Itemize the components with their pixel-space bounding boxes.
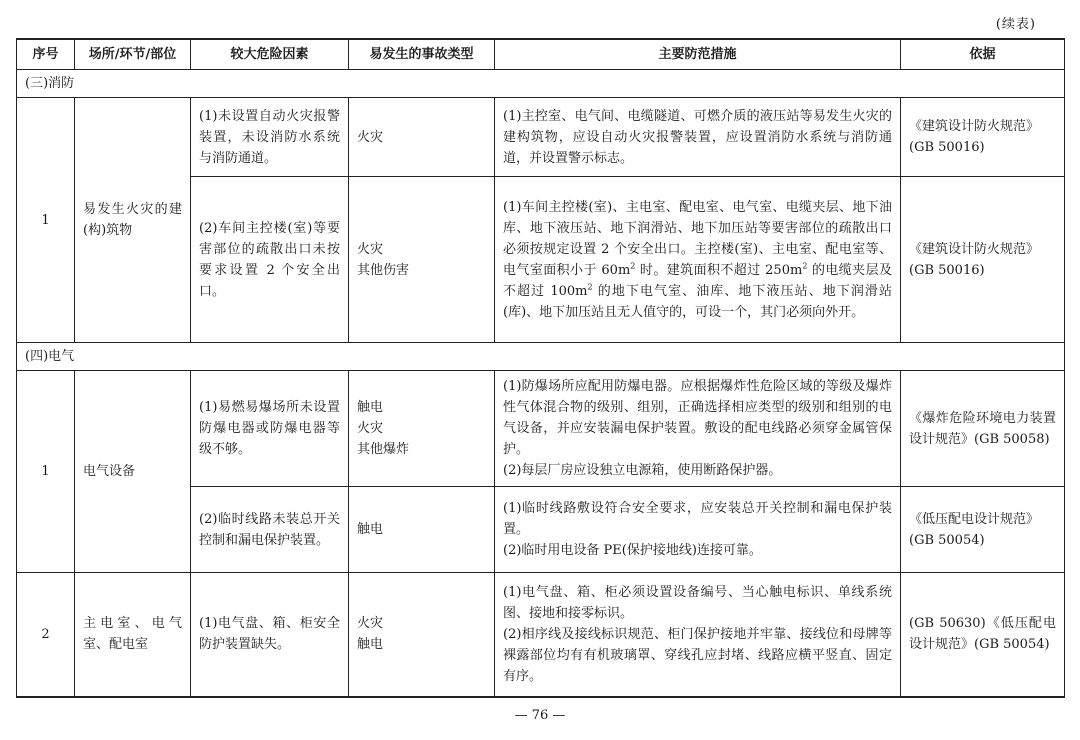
accident-type: 其他伤害: [357, 262, 410, 278]
hazard-cell: (2)临时线路未装总开关控制和漏电保护装置。: [191, 487, 349, 573]
accident-cell: [349, 573, 495, 697]
superscript-2: 2: [630, 261, 636, 271]
col-header-no: 序号: [17, 39, 75, 70]
accident-type: 触电: [357, 400, 384, 415]
basis-cell: (GB 50630)《低压配电设计规范》(GB 50054): [901, 573, 1065, 697]
measures-cell: [495, 487, 901, 573]
measure-item: (2)每层厂房应设独立电源箱，使用断路保护器。: [503, 463, 782, 478]
measure-item: (1)主控室、电气间、电缆隧道、可燃介质的液压站等易发生火灾的建构筑物，应设自动火灾报警装置，应设置消防水系统与消防通道，并设置警示标志。: [503, 108, 892, 166]
table-row: [17, 371, 1065, 487]
measure-text: 时。建筑面积不超过 250m: [635, 262, 803, 278]
measures-cell: [495, 371, 901, 487]
col-header-place: 场所/环节/部位: [75, 39, 191, 70]
basis-cell: 《低压配电设计规范》(GB 50054): [901, 487, 1065, 573]
superscript-2: 2: [802, 261, 808, 271]
measure-item: (1)防爆场所应配用防爆电器。应根据爆炸性危险区域的等级及爆炸性气体混合物的级别、组别，正确选择相应类型的级别和组别的电气设备，并应安装漏电保护装置。敷设的配电线路必须穿金属管保护。: [503, 379, 892, 457]
superscript-2: 2: [587, 282, 593, 292]
continued-label: (续表): [995, 17, 1036, 32]
measure-text: 的地下电气室、油库、地下液压站、地下润滑站(库)、地下加压站且无人值守的，可设一个，其门必须向外开。: [503, 283, 892, 320]
row-number: 1: [17, 98, 75, 343]
measure-text: (1)车间主控楼(室)、主电室、配电室、电气室、电缆夹层、地下油库、地下液压站、地下润滑站、地下加压站等要害部位的疏散出口必须按规定设置 2 个安全出口。主控楼(室)、主电室、配电室等、电气室面积小于 60m: [503, 199, 892, 278]
hazard-cell: (2)车间主控楼(室)等要害部位的疏散出口未按要求设置 2 个安全出口。: [191, 177, 349, 343]
section-title: (四)电气: [17, 343, 1065, 371]
accident-type: 火灾: [357, 129, 384, 145]
measure-item: (2)临时用电设备 PE(保护接地线)连接可靠。: [503, 543, 762, 558]
accident-cell: [349, 487, 495, 573]
page-number: — 76 —: [514, 708, 566, 723]
table-header-row: [17, 39, 1065, 70]
section-title: (三)消防: [17, 70, 1065, 98]
col-header-measures: 主要防范措施: [495, 39, 901, 70]
place-cell: 主电室、电气室、配电室: [75, 573, 191, 697]
measures-cell: [495, 177, 901, 343]
col-header-accident: 易发生的事故类型: [349, 39, 495, 70]
basis-cell: 《建筑设计防火规范》(GB 50016): [901, 98, 1065, 177]
basis-cell: 《建筑设计防火规范》(GB 50016): [901, 177, 1065, 343]
accident-cell: [349, 98, 495, 177]
row-number: 2: [17, 573, 75, 697]
col-header-basis: 依据: [901, 39, 1065, 70]
measures-cell: [495, 573, 901, 697]
col-header-hazard: 较大危险因素: [191, 39, 349, 70]
measure-item: (1)电气盘、箱、柜必须设置设备编号、当心触电标识、单线系统图、接地和接零标识。: [503, 584, 892, 621]
row-number: 1: [17, 371, 75, 573]
hazard-cell: (1)未设置自动火灾报警装置，未设消防水系统与消防通道。: [191, 98, 349, 177]
basis-cell: 《爆炸危险环境电力装置设计规范》(GB 50058): [901, 371, 1065, 487]
accident-type: 火灾: [357, 241, 384, 257]
accident-type: 触电: [357, 522, 384, 537]
measure-item: (2)相序线及接线标识规范、柜门保护接地并牢靠、接线位和母牌等裸露部位均有有机玻璃罩、穿线孔应封堵、线路应横平竖直、固定有序。: [503, 626, 892, 684]
accident-type: 火灾: [357, 421, 384, 436]
measure-text: 的电缆夹层及不超过 100m: [503, 262, 892, 299]
hazard-cell: (1)电气盘、箱、柜安全防护装置缺失。: [191, 573, 349, 697]
hazard-table: [16, 38, 1065, 698]
accident-type: 火灾: [357, 616, 384, 632]
hazard-cell: (1)易燃易爆场所未设置防爆电器或防爆电器等级不够。: [191, 371, 349, 487]
measure-item: (1)临时线路敷设符合安全要求，应安装总开关控制和漏电保护装置。: [503, 501, 892, 537]
accident-type: 其他爆炸: [357, 442, 410, 457]
section-row-electrical: [17, 343, 1065, 371]
table-row: [17, 573, 1065, 697]
accident-cell: [349, 177, 495, 343]
table-row: [17, 98, 1065, 177]
section-row-fire: [17, 70, 1065, 98]
accident-type: 触电: [357, 637, 384, 653]
place-cell: 电气设备: [75, 371, 191, 573]
measures-cell: [495, 98, 901, 177]
place-cell: 易发生火灾的建(构)筑物: [75, 98, 191, 343]
accident-cell: [349, 371, 495, 487]
